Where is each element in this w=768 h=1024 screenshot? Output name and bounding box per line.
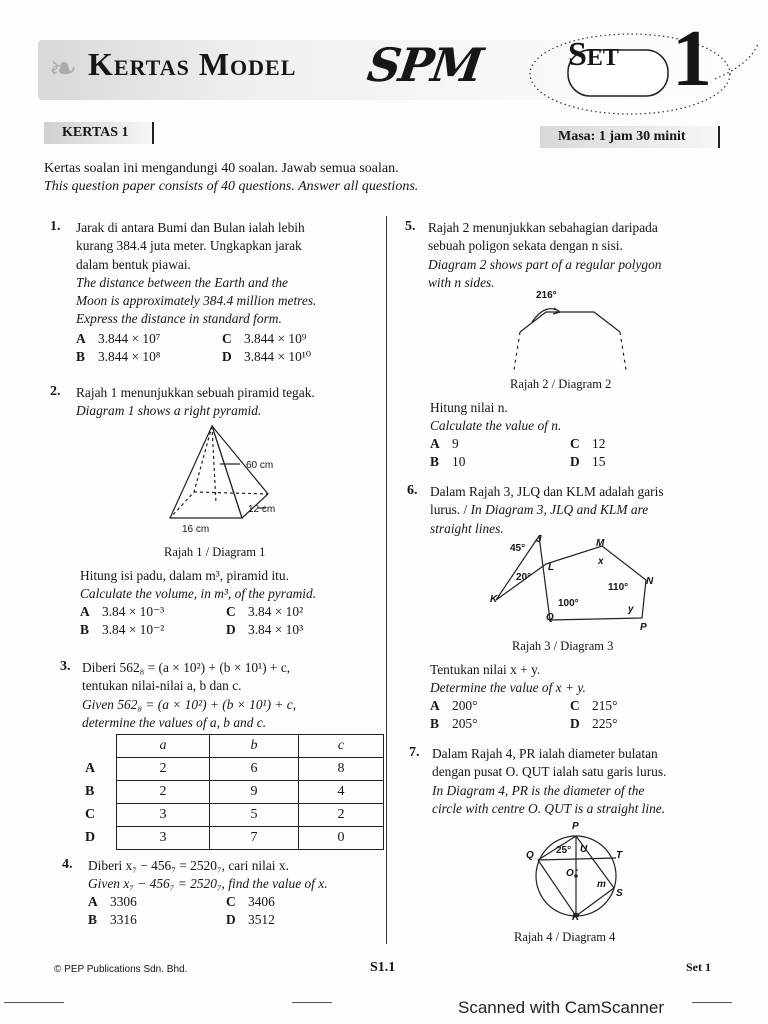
cell-a: 2 [117,758,210,781]
table-row[interactable] [84,758,384,781]
q7-label-r: R [572,912,580,923]
cell-b: 7 [210,827,299,850]
q2-option-c[interactable]: C 3.84 × 10² [226,604,304,619]
q4-text: Diberi x₇ − 456₇ = 2520₇, cari nilai x. Given x₇ − 456₇ = 2520₇, find the value of x. [88,858,328,892]
q6-caption: Rajah 3 / Diagram 3 [512,639,614,653]
cell-c: 4 [299,781,384,804]
cell-a: 2 [117,781,210,804]
q7-label-u: U [580,844,588,855]
q6-label-x: x [598,556,604,567]
cell-c: 0 [299,827,384,850]
q6-option-c[interactable]: C 215° [570,698,618,713]
q6-label-k: K [490,594,498,605]
q5-number: 5. [405,219,416,234]
q5-option-c[interactable]: C 12 [570,436,606,451]
q1-option-d[interactable]: D 3.844 × 10¹⁰ [222,349,312,364]
q2-text: Rajah 1 menunjukkan sebuah piramid tegak. Diagram 1 shows a right pyramid. [76,385,315,419]
footer-rule-left [4,1002,64,1003]
q6-angle-20: 20° [516,572,532,583]
q2-number: 2. [50,384,61,399]
q6-angle-100: 100° [558,598,579,609]
q3-number: 3. [60,659,71,674]
q6-label-l: L [548,562,555,573]
set-number: 1 [672,15,712,103]
q3-text: Diberi 562₈ = (a × 10²) + (b × 10¹) + c, tentukan nilai-nilai a, b dan c. Given 562₈ = (a × 10²) + (b × 10¹) + c, determine the values of a, b and c. [82,660,297,730]
polygon-diagram [500,300,640,372]
table-row[interactable] [84,781,384,804]
q5-option-a[interactable]: A 9 [430,436,459,451]
q6-angle-110: 110° [608,582,629,593]
footer-rule-right [692,1002,732,1003]
circle-diagram [520,826,630,926]
column-divider [386,216,387,944]
q2-option-d[interactable]: D 3.84 × 10³ [226,622,304,637]
cell-a: 3 [117,804,210,827]
q7-label-s: S [616,888,623,899]
table-header-row [84,735,384,758]
set-label: Set [568,36,619,73]
table-header-c: c [299,735,384,758]
q1-option-a[interactable]: A 3.844 × 10⁷ [76,331,161,346]
spm-logo: SPM [364,38,485,92]
q7-label-m: m [597,879,606,890]
q7-number: 7. [409,745,420,760]
footer-rule-mid [292,1002,332,1003]
q6-label-m: M [596,538,605,549]
q4-option-a[interactable]: A 3306 [88,894,137,909]
q6-text: Dalam Rajah 3, JLQ dan KLM adalah garis lurus. / In Diagram 3, JLQ and KLM are straight lines. [430,484,664,536]
q4-number: 4. [62,857,73,872]
pyramid-height-label: 60 cm [246,460,274,471]
q2-caption: Rajah 1 / Diagram 1 [164,545,266,559]
q6-option-b[interactable]: B 205° [430,716,478,731]
q6-label-y: y [628,604,634,615]
q2-option-a[interactable]: A 3.84 × 10⁻³ [80,604,165,619]
q7-label-t: T [616,850,623,861]
q4-option-c[interactable]: C 3406 [226,894,275,909]
cell-c: 2 [299,804,384,827]
q7-label-p: P [572,821,579,832]
publisher-credit: © PEP Publications Sdn. Bhd. [54,964,188,975]
row-label: D [85,830,96,845]
q2-option-b[interactable]: B 3.84 × 10⁻² [80,622,165,637]
scanner-watermark: Scanned with CamScanner [458,998,665,1017]
q7-label-o: O [566,868,574,879]
q6-label-q: Q [546,612,554,623]
q6-label-p: P [640,622,647,633]
q5-caption: Rajah 2 / Diagram 2 [510,377,612,391]
q1-text: Jarak di antara Bumi dan Bulan ialah lebih kurang 384.4 juta meter. Ungkapkan jarak dalam bentuk piawai. The distance between the Earth and the Moon is approximately 384.4 million metres. Express the distance in standard form. [76,220,317,327]
page-title: Kertas Model [88,46,297,82]
set-footer: Set 1 [686,960,711,974]
page-number: S1.1 [370,960,396,975]
table-header-b: b [210,735,299,758]
q5-text: Rajah 2 menunjukkan sebahagian daripada sebuah poligon sekata dengan n sisi. Diagram 2 shows part of a regular polygon with n sides. [428,220,662,290]
paper-tab: KERTAS 1 [44,122,154,144]
cell-b: 5 [210,804,299,827]
pyramid-length-label: 16 cm [182,524,210,535]
q6-label-n: N [646,576,654,587]
header-ornament-icon: ❧ [48,51,78,88]
q6-option-d[interactable]: D 225° [570,716,618,731]
table-header-a: a [117,735,210,758]
table-row[interactable] [84,827,384,850]
q6-question: Tentukan nilai x + y. Determine the value of x + y. [430,662,586,696]
duration-box: Masa: 1 jam 30 minit [540,126,720,148]
set-badge [520,24,760,120]
q4-option-b[interactable]: B 3316 [88,912,137,927]
q5-option-d[interactable]: D 15 [570,454,606,469]
q6-option-a[interactable]: A 200° [430,698,478,713]
q4-option-d[interactable]: D 3512 [226,912,275,927]
q6-angle-45: 45° [510,543,526,554]
q5-option-b[interactable]: B 10 [430,454,466,469]
row-label: C [85,807,96,822]
q1-option-c[interactable]: C 3.844 × 10⁹ [222,331,307,346]
pyramid-width-label: 12 cm [248,504,276,515]
cell-a: 3 [117,827,210,850]
q7-text: Dalam Rajah 4, PR ialah diameter bulatan dengan pusat O. QUT ialah satu garis lurus. In Diagram 4, PR is the diameter of the circle with centre O. QUT is a straight line. [432,746,667,816]
q7-caption: Rajah 4 / Diagram 4 [514,930,616,944]
table-row[interactable] [84,804,384,827]
q2-question: Hitung isi padu, dalam m³, piramid itu. Calculate the volume, in m³, of the pyramid. [80,568,317,602]
cell-b: 9 [210,781,299,804]
q7-angle-25: 25° [556,845,572,856]
instructions-english: This question paper consists of 40 questions. Answer all questions. [44,179,419,194]
pyramid-diagram [160,420,300,530]
cell-c: 8 [299,758,384,781]
q5-angle-label: 216° [536,290,557,301]
row-label: A [85,761,96,776]
q3-answer-table [84,734,384,850]
q1-number: 1. [50,219,61,234]
q6-number: 6. [407,483,418,498]
row-label: B [85,784,95,799]
q5-question: Hitung nilai n. Calculate the value of n. [430,400,562,434]
q1-option-b[interactable]: B 3.844 × 10⁸ [76,349,161,364]
cell-b: 6 [210,758,299,781]
q6-label-j: J [536,534,542,545]
instructions-malay: Kertas soalan ini mengandungi 40 soalan. Jawab semua soalan. [44,161,399,176]
q7-label-q: Q [526,850,534,861]
